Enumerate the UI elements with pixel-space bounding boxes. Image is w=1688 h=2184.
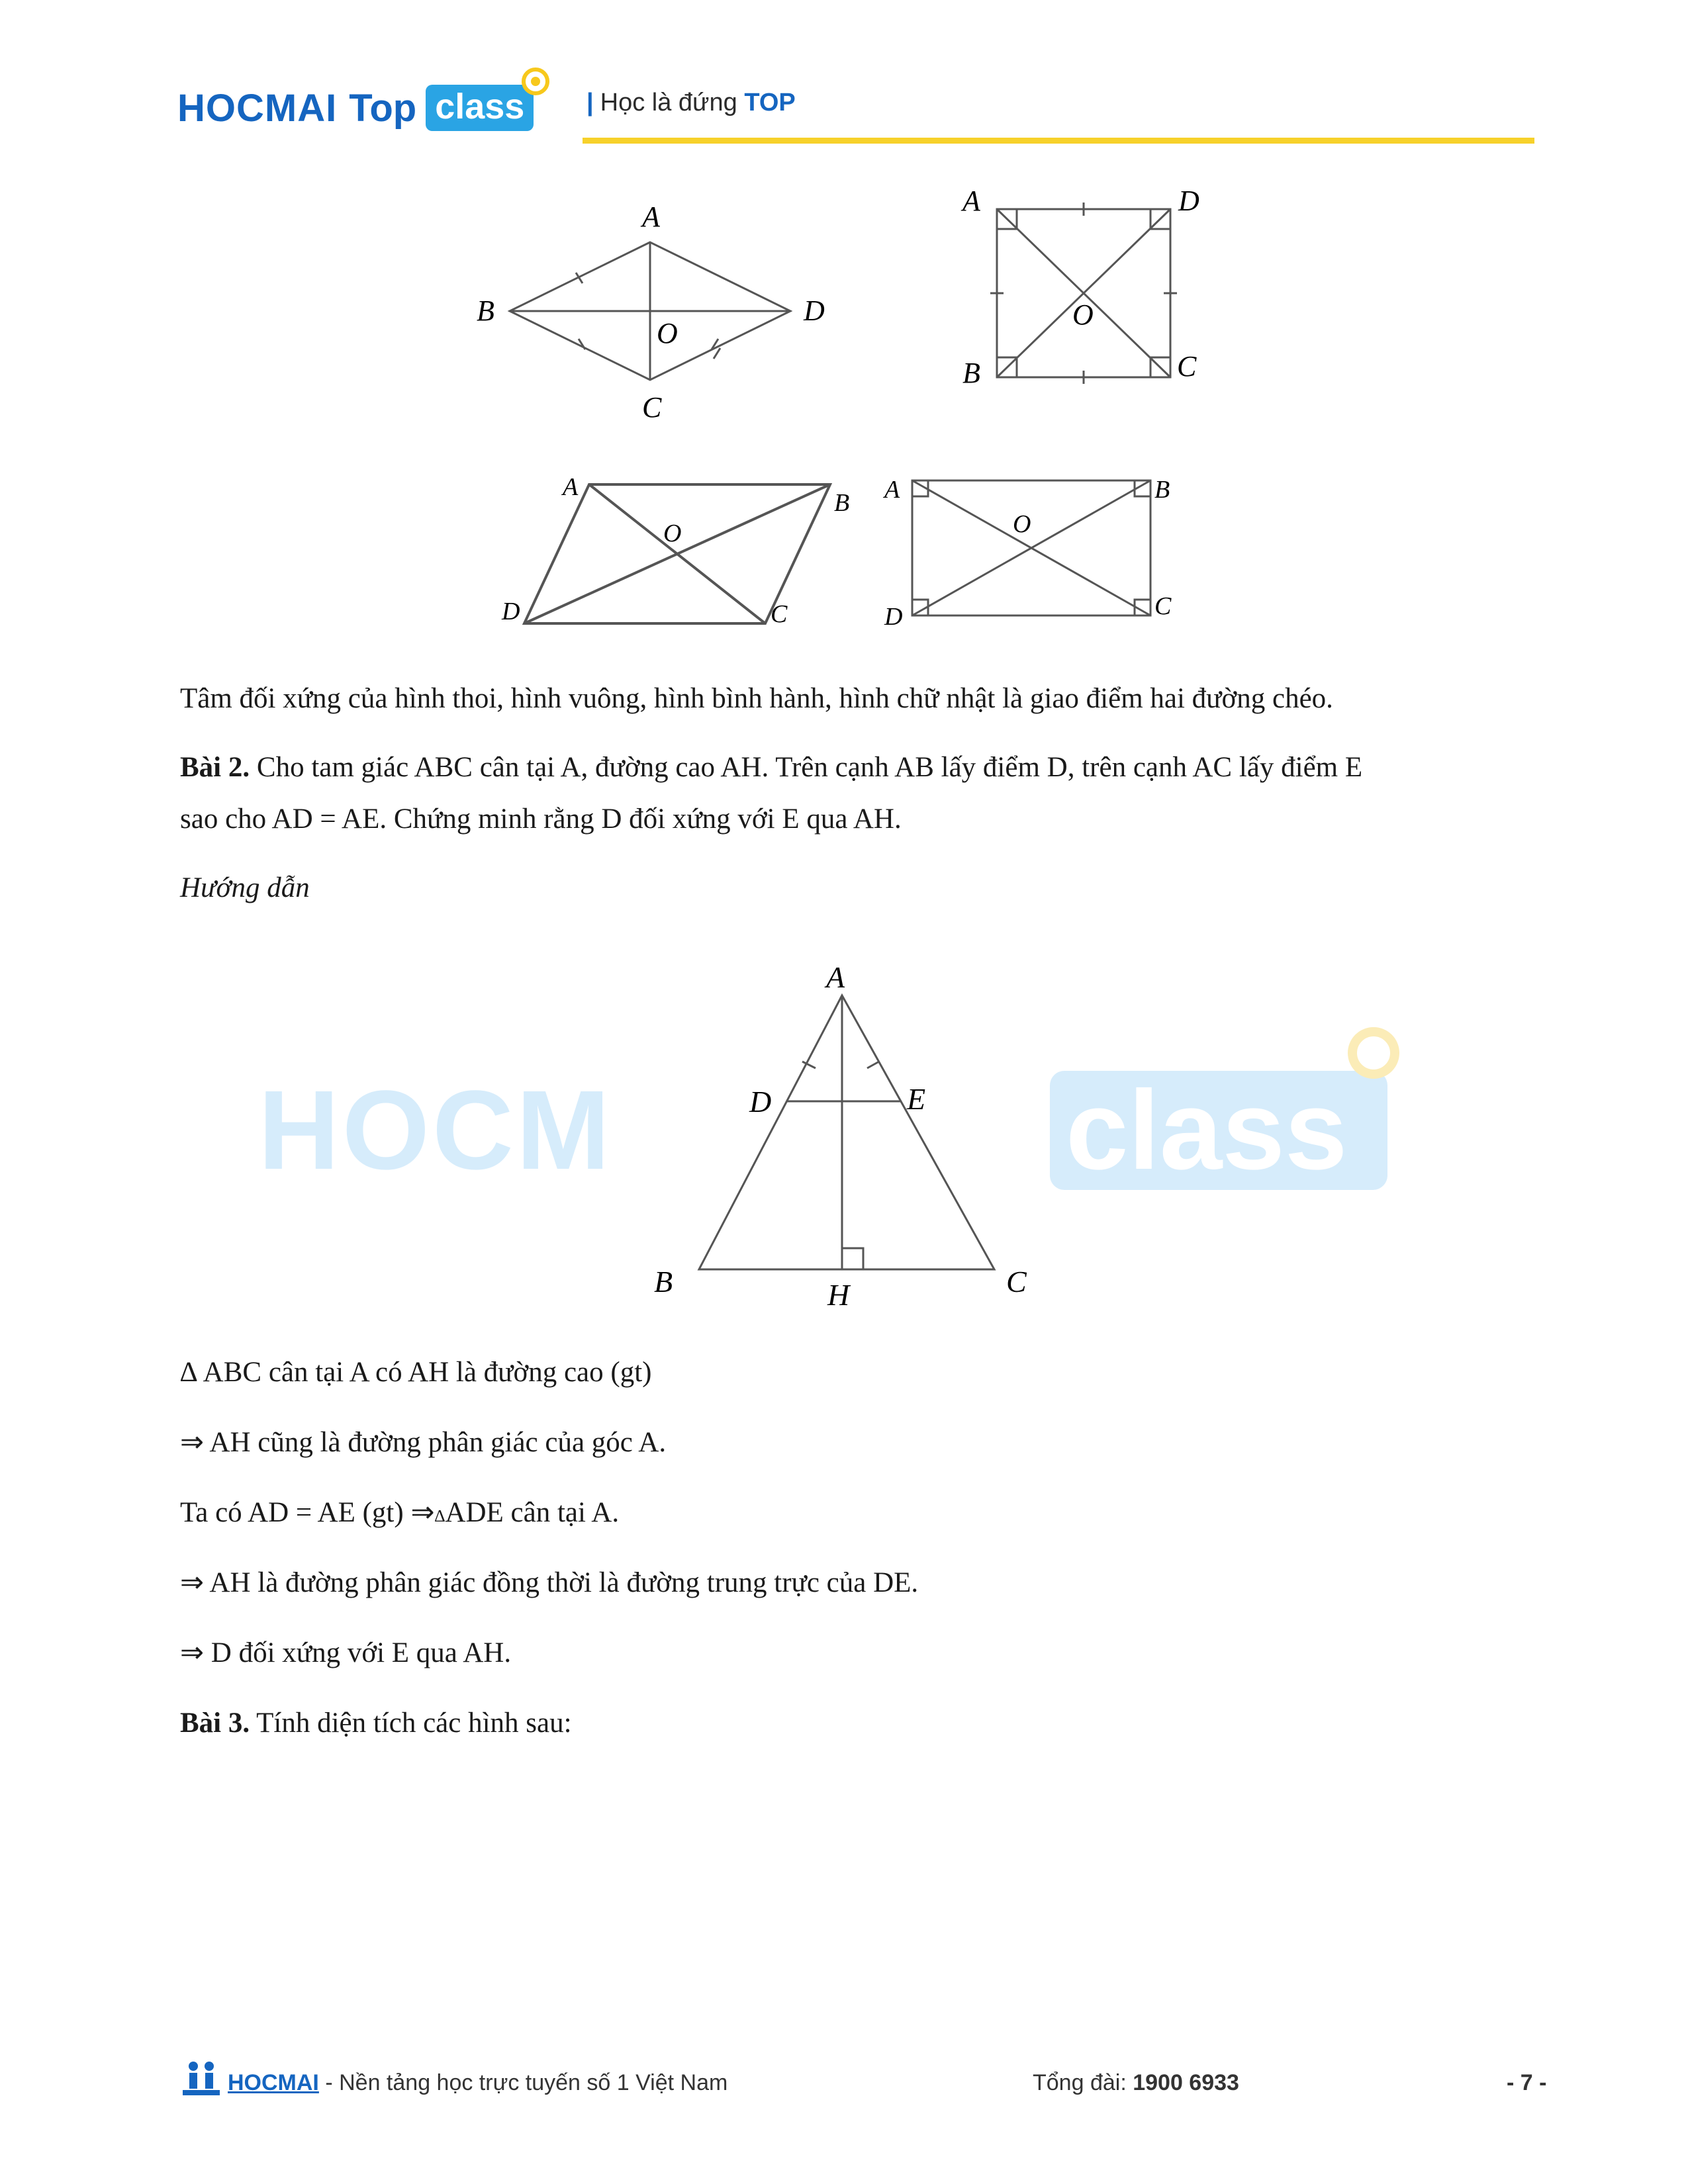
- triangle-label-b: B: [654, 1265, 673, 1298]
- step-3-triangle-symbol: ∆: [434, 1506, 445, 1525]
- square-label-c: C: [1177, 350, 1197, 383]
- rhombus-label-d: D: [804, 295, 825, 327]
- step-3: [180, 1493, 1511, 1536]
- symmetry-note: Tâm đối xứng của hình thoi, hình vuông, hình bình hành, hình chữ nhật là giao điểm hai đường chéo.: [180, 683, 1333, 714]
- rectangle-label-o: O: [1013, 510, 1031, 538]
- logo-class-text: class: [435, 87, 525, 126]
- step-3-part-a: Ta có AD = AE (gt) ⇒: [180, 1497, 435, 1528]
- watermark-hocm: HOCM: [258, 1068, 613, 1193]
- footer-tagline: - Nền tảng học trực tuyến số 1 Việt Nam: [318, 2070, 728, 2095]
- rhombus-label-b: B: [477, 295, 494, 327]
- logo-hocmai-text: HOCMAI: [177, 86, 338, 130]
- step-4: ⇒ AH là đường phân giác đồng thời là đường trung trực của DE.: [180, 1567, 919, 1598]
- triangle-label-d: D: [749, 1085, 772, 1118]
- watermark-class: class: [1066, 1068, 1348, 1193]
- rectangle-label-b: B: [1154, 476, 1170, 504]
- triangle-label-c: C: [1006, 1265, 1027, 1298]
- step-1: ∆ ABC cân tại A có AH là đường cao (gt): [180, 1357, 652, 1388]
- footer-hotline: [1033, 2070, 1239, 2096]
- slogan-prefix: Học là đứng: [600, 89, 737, 116]
- step-3-part-c: ADE cân tại A.: [445, 1497, 620, 1528]
- parallelogram-label-c: C: [771, 600, 788, 628]
- triangle-label-a: A: [826, 960, 845, 994]
- square-label-a: A: [962, 185, 980, 217]
- page-number: - 7 -: [1507, 2070, 1547, 2095]
- square-label-o: O: [1072, 298, 1094, 331]
- right-angle-mark: [842, 1248, 863, 1269]
- slogan-top: TOP: [744, 89, 796, 116]
- parallelogram-label-a: A: [563, 473, 579, 501]
- bai2-line1: [180, 748, 1511, 788]
- watermark-sun-icon: [1348, 1027, 1399, 1079]
- logo-class-badge: [426, 85, 534, 131]
- rectangle-label-a: A: [884, 476, 900, 504]
- square-figure: [953, 179, 1231, 404]
- tick-mark: [714, 348, 720, 359]
- triangle-figure: [635, 927, 1059, 1324]
- rhombus-label-c: C: [642, 391, 662, 424]
- sun-icon: [522, 68, 549, 95]
- rectangle-label-d: D: [884, 603, 903, 631]
- rectangle-figure: [874, 463, 1178, 642]
- header-rule: [583, 138, 1534, 144]
- parallelogram-figure: [490, 463, 861, 642]
- triangle-outline: [699, 995, 994, 1269]
- hocmai-topclass-logo: [177, 78, 534, 138]
- triangle-label-e: E: [907, 1082, 926, 1116]
- slogan-divider: |: [586, 89, 594, 116]
- bai2-text-1: Cho tam giác ABC cân tại A, đường cao AH. Trên cạnh AB lấy điểm D, trên cạnh AC lấy điểm E: [256, 752, 1363, 783]
- rhombus-label-o: O: [657, 317, 678, 349]
- rhombus-label-a: A: [642, 201, 660, 233]
- step-2: ⇒ AH cũng là đường phân giác của góc A.: [180, 1427, 667, 1458]
- header-slogan: [586, 89, 796, 117]
- footer-brand-line: [228, 2070, 727, 2096]
- rhombus-figure: [450, 185, 861, 430]
- footer-phone-label: Tổng đài:: [1033, 2070, 1133, 2095]
- parallelogram-label-b: B: [834, 489, 850, 517]
- triangle-label-h: H: [827, 1278, 850, 1312]
- footer-phone-number: 1900 6933: [1133, 2070, 1239, 2095]
- bai3-label: Bài 3.: [180, 1707, 250, 1739]
- guide-heading: Hướng dẫn: [180, 872, 310, 903]
- bai3-line: [180, 1704, 1511, 1743]
- tick-mark: [867, 1062, 879, 1068]
- parallelogram-label-d: D: [502, 598, 520, 625]
- bai2-line2: sao cho AD = AE. Chứng minh rằng D đối xứng với E qua AH.: [180, 803, 902, 835]
- logo-top-text: Top: [349, 86, 417, 130]
- tick-mark: [579, 339, 585, 349]
- rectangle-label-c: C: [1154, 592, 1172, 620]
- parallelogram-label-o: O: [663, 520, 682, 547]
- hocmai-footer-icon: [180, 2058, 222, 2098]
- footer-brand-link[interactable]: HOCMAI: [228, 2070, 319, 2095]
- bai3-text: Tính diện tích các hình sau:: [256, 1707, 572, 1739]
- bai2-label: Bài 2.: [180, 752, 250, 783]
- square-label-d: D: [1178, 185, 1199, 217]
- square-label-b: B: [962, 357, 980, 389]
- step-5: ⇒ D đối xứng với E qua AH.: [180, 1637, 512, 1668]
